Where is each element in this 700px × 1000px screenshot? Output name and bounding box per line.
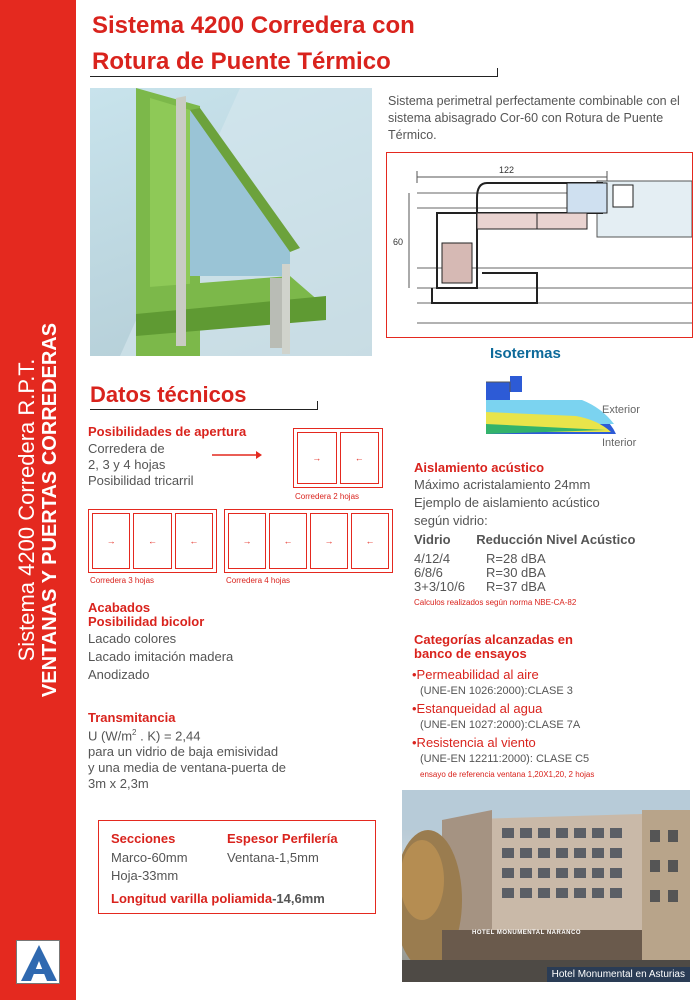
transmitancia-line2: para un vidrio de baja emisividad [88,744,279,760]
page-title [92,8,415,80]
aislamiento-line1: Máximo acristalamiento 24mm [414,477,591,492]
hoja-value: Hoja-33mm [111,868,179,883]
categorias-note: ensayo de referencia ventana 1,20X1,20, 2 hojas [420,770,595,779]
varilla-value: -14,6mm [272,891,325,906]
categoria-norm: (UNE-EN 1027:2000):CLASE 7A [420,719,581,731]
r-cell: R=37 dBA [486,579,546,594]
acabados-list [88,630,233,684]
transmitancia-text [88,725,286,792]
window-corner-photo [90,88,372,356]
title-line2: Rotura de Puente Térmico [92,48,391,75]
ventana-value: Ventana-1,5mm [227,850,319,865]
dim-width: 122 [499,165,515,175]
categoria-title: •Estanqueidad al agua [412,701,543,716]
table-row [414,566,546,580]
caption-corredera-2: Corredera 2 hojas [295,492,360,501]
sidebar-line1: Sistema 4200 Corredera R.P.T. [13,358,39,662]
pane-arrow-left-icon: ← [269,513,307,569]
pane-arrow-left-icon: ← [351,513,389,569]
dim-height: 60 [393,237,404,247]
isotermas-exterior-label: Exterior [602,404,640,416]
aislamiento-text [414,476,600,530]
corredera-2-diagram [293,428,383,488]
acabados-heading1: Acabados [88,600,151,615]
profile-section-drawing [386,152,693,338]
acabados-item: Lacado colores [88,631,177,646]
acoustic-table [414,552,546,594]
photo-caption: Hotel Monumental en Asturias [547,967,690,982]
secciones-box [98,820,376,914]
datos-underline [90,409,318,410]
acabados-item: Lacado imitación madera [88,649,234,664]
apertura-heading: Posibilidades de apertura [88,424,247,439]
intro-text: Sistema perimetral perfectamente combinable con el sistema abisagrado Cor-60 con Rotura de Puente Térmico. [388,94,680,142]
isotermas-interior-label: Interior [602,437,637,449]
marco-value: Marco-60mm [111,850,188,865]
arrow-right-icon [212,447,262,465]
acabados-heading [88,601,204,629]
aislamiento-note: Calculos realizados según norma NBE-CA-82 [414,598,577,607]
acabados-item: Anodizado [88,667,150,682]
corredera-3-diagram [88,509,217,573]
aislamiento-line2: Ejemplo de aislamiento acústico [414,495,600,510]
transmitancia-heading: Transmitancia [88,710,176,725]
col-reduccion: Reducción Nivel Acústico [476,532,636,547]
col-vidrio: Vidrio [414,532,451,547]
table-row [414,580,546,594]
aislamiento-heading: Aislamiento acústico [414,460,545,475]
acoustic-table-header [414,532,635,547]
categorias-list [412,666,589,768]
categorias-heading2: banco de ensayos [414,646,527,661]
title-underline [90,76,498,77]
apertura-line1: Corredera de [88,441,165,456]
pane-arrow-right-icon: → [310,513,348,569]
caption-corredera-4: Corredera 4 hojas [226,576,291,585]
pane-arrow-right-icon: → [92,513,130,569]
apertura-line3: Posibilidad tricarril [88,473,194,488]
vidrio-cell: 4/12/4 [414,551,451,566]
categoria-title: •Resistencia al viento [412,735,536,750]
pane-arrow-left-icon: ← [133,513,171,569]
categorias-heading [414,633,573,661]
corredera-4-diagram [224,509,393,573]
table-row [414,552,546,566]
datos-tecnicos-title: Datos técnicos [90,382,247,407]
transmitancia-line4: 3m x 2,3m [88,776,149,792]
isotermas-title: Isotermas [490,345,561,362]
hotel-photo [402,790,690,982]
varilla-label: Longitud varilla poliamida [111,891,273,906]
apertura-line2: 2, 3 y 4 hojas [88,457,166,472]
formula-pre: U (W/m [88,728,133,744]
categoria-norm: (UNE-EN 12211:2000): CLASE C5 [420,753,590,765]
pane-arrow-right-icon: → [297,432,337,484]
r-cell: R=28 dBA [486,551,546,566]
aislamiento-line3: según vidrio: [414,513,488,528]
formula-sup: 2 [132,728,137,737]
caption-corredera-3: Corredera 3 hojas [90,576,155,585]
sidebar-line2: VENTANAS Y PUERTAS CORREDERAS [39,322,62,698]
vidrio-cell: 3+3/10/6 [414,579,465,594]
transmitancia-formula [88,725,286,744]
categoria-title: •Permeabilidad al aire [412,667,539,682]
pane-arrow-right-icon: → [228,513,266,569]
categoria-norm: (UNE-EN 1026:2000):CLASE 3 [420,685,573,697]
secciones-values [111,849,188,885]
sidebar-text [14,323,62,697]
pane-arrow-left-icon: ← [340,432,380,484]
pane-arrow-left-icon: ← [175,513,213,569]
apertura-text [88,441,193,489]
espesor-heading: Espesor Perfilería [227,831,338,846]
transmitancia-line3: y una media de ventana-puerta de [88,760,287,776]
r-cell: R=30 dBA [486,565,546,580]
varilla-line [111,891,325,906]
hotel-sign: HOTEL MONUMENTAL NARANCO [472,930,581,936]
acabados-heading2: Posibilidad bicolor [88,614,205,629]
brand-logo [16,940,60,984]
formula-post: . K) = 2,44 [136,728,201,744]
secciones-heading: Secciones [111,831,176,846]
vidrio-cell: 6/8/6 [414,565,443,580]
sidebar [0,0,76,1000]
categorias-heading1: Categorías alcanzadas en [414,632,573,647]
title-line1: Sistema 4200 Corredera con [92,12,415,39]
